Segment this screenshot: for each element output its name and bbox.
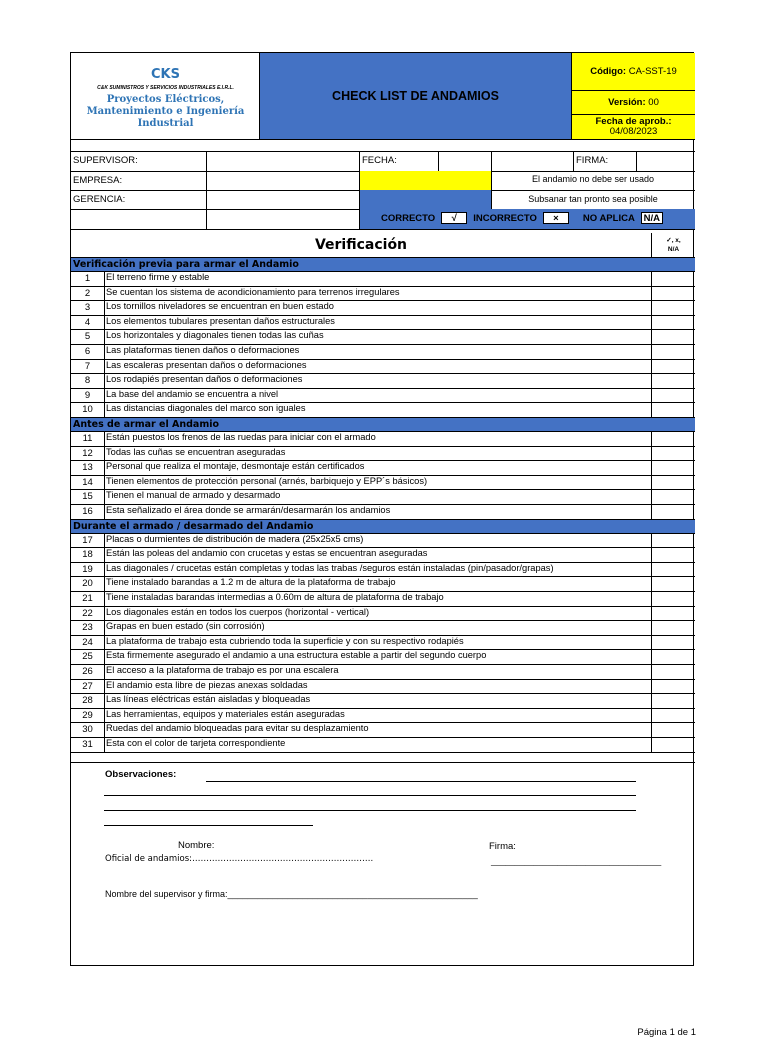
- checklist-row: [71, 402, 695, 417]
- checklist-row: [71, 315, 695, 330]
- correcto-label: CORRECTO: [381, 212, 436, 224]
- date-cell: [572, 115, 695, 139]
- date-value: 04/08/2023: [609, 126, 658, 137]
- item-text: Los elementos tubulares presentan daños estructurales: [106, 315, 335, 326]
- checklist-row: [71, 620, 695, 635]
- item-number: 16: [82, 506, 93, 517]
- supervisor-label: SUPERVISOR:: [73, 155, 138, 166]
- item-text: Placas o durmientes de distribución de madera (25x25x5 cms): [106, 533, 364, 544]
- company-logo: [71, 53, 260, 139]
- item-text: Grapas en buen estado (sin corrosión): [106, 621, 265, 632]
- item-number: 2: [84, 287, 91, 299]
- checklist-row: [71, 591, 695, 606]
- company-name: C&K SUMINISTROS Y SERVICIOS INDUSTRIALES E.I.R.L.: [97, 85, 234, 91]
- checklist-form: [70, 52, 694, 966]
- item-number: 14: [82, 476, 93, 488]
- item-mark-cell[interactable]: [652, 665, 695, 679]
- incorrecto-label: INCORRECTO: [473, 212, 537, 224]
- logo-text: CKS: [151, 67, 180, 82]
- code-value: CA-SST-19: [628, 66, 677, 77]
- item-text: El andamio esta libre de piezas anexas soldadas: [106, 679, 308, 690]
- firma-label: FIRMA:: [576, 155, 609, 166]
- yellow-note: El andamio no debe ser usado: [531, 174, 655, 184]
- marks-column-header: [651, 233, 695, 257]
- firma-footer-label: Firma:: [489, 841, 516, 852]
- item-number: 20: [82, 578, 93, 590]
- item-text: Las líneas eléctricas están aisladas y bloqueadas: [106, 694, 311, 705]
- item-text: Tienen el manual de armado y desarmado: [106, 490, 281, 501]
- oficial-andamios[interactable]: Oficial de andamios:……………………………………………………….: [105, 854, 374, 864]
- item-mark-cell[interactable]: [652, 709, 695, 723]
- checklist-row: [71, 576, 695, 591]
- version-value: 00: [648, 97, 659, 108]
- item-text: Ruedas del andamio bloqueadas para evitar su desplazamiento: [106, 723, 369, 734]
- item-number: 19: [82, 563, 93, 575]
- item-mark-cell[interactable]: [652, 607, 695, 621]
- item-mark-cell[interactable]: [652, 476, 695, 490]
- checklist-row: [71, 664, 695, 679]
- company-tagline: [71, 94, 260, 130]
- item-number: 9: [84, 389, 91, 401]
- version-label: Versión:: [608, 97, 646, 108]
- checklist-row: [71, 475, 695, 490]
- checklist-row: [71, 606, 695, 621]
- fecha-label: FECHA:: [362, 155, 397, 166]
- checklist-row: [71, 679, 695, 694]
- item-mark-cell[interactable]: [652, 738, 695, 752]
- item-mark-cell[interactable]: [652, 301, 695, 315]
- item-text: Tiene instaladas barandas intermedias a 0.60m de altura de plataforma de trabajo: [106, 592, 444, 602]
- checklist-row: [71, 504, 695, 519]
- item-mark-cell[interactable]: [652, 432, 695, 446]
- item-number: 1: [84, 273, 91, 284]
- item-text: Esta con el color de tarjeta correspondiente: [106, 738, 286, 748]
- item-text: El terreno firme y estable: [106, 272, 210, 282]
- checklist-row: [71, 635, 695, 650]
- checklist-row: [71, 489, 695, 504]
- item-text: Los diagonales están en todos los cuerpos (horizontal - vertical): [106, 606, 370, 617]
- item-number: 27: [82, 680, 93, 692]
- item-mark-cell[interactable]: [652, 316, 695, 330]
- item-text: Las escaleras presentan daños o deformaciones: [106, 359, 307, 370]
- item-mark-cell[interactable]: [652, 680, 695, 694]
- item-mark-cell[interactable]: [652, 461, 695, 475]
- checklist-row: [71, 693, 695, 708]
- item-text: Los tornillos niveladores se encuentran en buen estado: [106, 301, 334, 312]
- item-number: 25: [82, 651, 93, 663]
- item-text: Todas las cuñas se encuentran aseguradas: [106, 446, 286, 457]
- gerencia-label: GERENCIA:: [73, 194, 126, 205]
- document-title: CHECK LIST DE ANDAMIOS: [260, 53, 572, 139]
- section-header: Antes de armar el Andamio: [71, 417, 695, 431]
- item-number: 21: [82, 593, 93, 604]
- blue-note: Subsanar tan pronto sea posible: [528, 194, 658, 204]
- item-text: Tienen elementos de protección personal (arnés, barbiquejo y EPP´s básicos): [106, 475, 428, 486]
- checklist-row: [71, 286, 695, 301]
- item-mark-cell[interactable]: [652, 650, 695, 664]
- checklist-row: [71, 533, 695, 548]
- marks-legend: [381, 212, 663, 224]
- item-number: 6: [84, 346, 91, 357]
- item-mark-cell[interactable]: [652, 621, 695, 635]
- item-mark-cell[interactable]: [652, 272, 695, 286]
- item-mark-cell[interactable]: [652, 330, 695, 344]
- code-cell: [572, 53, 695, 91]
- item-text: Esta firmemente asegurado el andamio a una estructura estable a partir del segundo cuerpo: [106, 650, 487, 661]
- tagline-line-2: Mantenimiento e Ingeniería: [86, 106, 245, 117]
- verification-title: Verificación: [314, 237, 408, 253]
- item-mark-cell[interactable]: [652, 447, 695, 461]
- item-number: 23: [82, 622, 93, 634]
- item-number: 29: [82, 709, 93, 721]
- observaciones-line-4[interactable]: [104, 825, 313, 826]
- item-text: Los horizontales y diagonales tienen todas las cuñas: [106, 330, 324, 341]
- item-number: 13: [82, 462, 93, 474]
- page-number: Página 1 de 1: [637, 1027, 696, 1038]
- correcto-mark: √: [441, 212, 467, 224]
- item-number: 22: [82, 607, 93, 619]
- item-mark-cell[interactable]: [652, 287, 695, 301]
- marks-header-line-1: ✓, x,: [666, 237, 681, 244]
- item-mark-cell[interactable]: [652, 723, 695, 737]
- yellow-legend-swatch: [359, 171, 491, 190]
- item-mark-cell[interactable]: [652, 592, 695, 606]
- nombre-label: Nombre:: [178, 840, 215, 851]
- item-mark-cell[interactable]: [652, 374, 695, 388]
- section-header: Verificación previa para armar el Andamio: [71, 257, 695, 271]
- item-number: 4: [84, 316, 91, 328]
- item-number: 24: [82, 636, 93, 648]
- item-text: Los rodapiés presentan daños o deformaciones: [106, 374, 303, 385]
- checklist-row: [71, 722, 695, 737]
- checklist-row: [71, 373, 695, 388]
- tagline-line-1: Proyectos Eléctricos,: [106, 94, 225, 105]
- item-number: 28: [82, 695, 93, 707]
- checklist-row: [71, 547, 695, 562]
- item-text: Están puestos los frenos de las ruedas para iniciar con el armado: [106, 432, 376, 442]
- item-mark-cell[interactable]: [652, 563, 695, 577]
- item-mark-cell[interactable]: [652, 389, 695, 403]
- checklist-row: [71, 446, 695, 461]
- item-number: 10: [82, 404, 93, 416]
- item-text: Las diagonales / crucetas están completas y todas las trabas /seguros están instaladas (pin/pasador/grapas): [106, 562, 554, 573]
- firma-line[interactable]: ____________________________________: [491, 856, 662, 866]
- item-text: Las distancias diagonales del marco son iguales: [106, 403, 306, 414]
- item-number: 5: [84, 331, 91, 343]
- section-header: Durante el armado / desarmado del Andamio: [71, 519, 695, 533]
- observaciones-label: Observaciones:: [105, 769, 177, 780]
- observaciones-line-1[interactable]: [206, 781, 636, 782]
- item-number: 7: [84, 360, 91, 372]
- empresa-label: EMPRESA:: [73, 175, 123, 186]
- item-mark-cell[interactable]: [652, 345, 695, 359]
- blue-legend-swatch: [359, 190, 491, 209]
- item-text: Están las poleas del andamio con crucetas y estas se encuentran aseguradas: [106, 548, 428, 559]
- date-label: Fecha de aprob.:: [595, 116, 672, 127]
- checklist-row: [71, 329, 695, 344]
- item-text: Tiene instalado barandas a 1.2 m de altura de la plataforma de trabajo: [106, 577, 396, 588]
- no-aplica-mark: N/A: [641, 212, 663, 224]
- item-number: 8: [84, 375, 91, 387]
- incorrecto-mark: ×: [543, 212, 569, 224]
- item-mark-cell[interactable]: [652, 534, 695, 548]
- checklist-row: [71, 300, 695, 315]
- item-number: 31: [82, 739, 93, 750]
- item-number: 18: [82, 549, 93, 561]
- item-number: 12: [82, 447, 93, 459]
- checklist-row: [71, 649, 695, 664]
- item-mark-cell[interactable]: [652, 505, 695, 519]
- observaciones-line-3[interactable]: [104, 810, 636, 811]
- code-label: Código:: [590, 66, 627, 77]
- item-mark-cell[interactable]: [652, 403, 695, 417]
- item-mark-cell[interactable]: [652, 360, 695, 374]
- item-number: 3: [84, 302, 91, 314]
- item-text: Esta señalizado el área donde se armarán/desarmarán los andamios: [106, 505, 391, 515]
- checklist-row: [71, 344, 695, 359]
- item-mark-cell[interactable]: [652, 548, 695, 562]
- checklist-row: [71, 562, 695, 577]
- checklist-row: [71, 708, 695, 723]
- item-number: 17: [82, 534, 93, 546]
- item-text: Las herramientas, equipos y materiales están aseguradas: [106, 708, 345, 719]
- version-cell: [572, 91, 695, 115]
- checklist-row: [71, 431, 695, 446]
- item-text: La plataforma de trabajo esta cubriendo toda la superficie y con su respectivo rodapiés: [106, 635, 464, 646]
- tagline-line-3: Industrial: [137, 118, 194, 129]
- checklist-row: [71, 359, 695, 374]
- item-mark-cell[interactable]: [652, 636, 695, 650]
- item-text: El acceso a la plataforma de trabajo es por una escalera: [106, 665, 339, 675]
- item-text: Las plataformas tienen daños o deformaciones: [106, 345, 300, 355]
- marks-header-line-2: N/A: [667, 246, 680, 253]
- item-text: La base del andamio se encuentra a nivel: [106, 388, 279, 399]
- item-text: Se cuentan los sistema de acondicionamiento para terrenos irregulares: [106, 286, 400, 297]
- item-text: Personal que realiza el montaje, desmontaje están certificados: [106, 461, 365, 472]
- item-mark-cell[interactable]: [652, 694, 695, 708]
- item-number: 15: [82, 491, 93, 503]
- item-mark-cell[interactable]: [652, 490, 695, 504]
- supervisor-signature[interactable]: Nombre del supervisor y firma:__________________________________________________: [105, 889, 478, 899]
- item-mark-cell[interactable]: [652, 577, 695, 591]
- no-aplica-label: NO APLICA: [582, 212, 635, 224]
- checklist-row: [71, 388, 695, 403]
- checklist-row: [71, 460, 695, 475]
- item-number: 26: [82, 666, 93, 677]
- checklist-row: [71, 271, 695, 286]
- item-number: 11: [82, 433, 93, 444]
- observaciones-line-2[interactable]: [104, 795, 636, 796]
- checklist-row: [71, 737, 695, 752]
- item-number: 30: [82, 724, 93, 736]
